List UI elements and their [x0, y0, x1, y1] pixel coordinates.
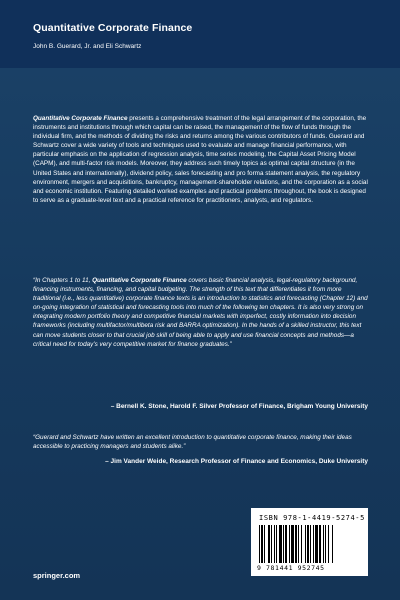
review-attribution-2: – Jim Vander Weide, Research Professor of Finance and Economics, Duke University: [105, 458, 368, 465]
book-title: Quantitative Corporate Finance: [33, 22, 193, 34]
description-text: presents a comprehensive treatment of the legal arrangement of the corporation, the instruments and institutions through which capital can be raised, the management of the flow of funds through the individual firm, and the methods of dividing the risks and returns among the various contributors of funds. Guerard and Schwartz cover a wide variety of tools and techniques used to evaluate and manage financial performance, with particular emphasis on the application of regression analysis, time series modeling, the Capital Asset Pricing Model (CAPM), and multi-factor risk models. Moreover, they address such timely topics as optimal capital structure (in the United States and internationally), dividend policy, sales forecasting and pro forma statement analysis, the regulatory environment, mergers and acquisitions, bankruptcy, management-shareholder relations, and the corporation as a social and economic institution. Featuring detailed worked examples and practical problems throughout, the book is designed to serve as a graduate-level text and a practical reference for practitioners, analysts, and regulators.: [33, 115, 368, 204]
isbn-barcode: [251, 508, 368, 576]
book-authors: John B. Guerard, Jr. and Eli Schwartz: [33, 43, 142, 50]
description-title-ref: Quantitative Corporate Finance: [33, 115, 128, 122]
title-band: [0, 0, 400, 68]
review-quote-1: [33, 276, 369, 349]
isbn-label: ISBN 978-1-4419-5274-5: [259, 514, 365, 522]
barcode-number: 9 781441 952745: [257, 564, 325, 572]
book-description: [33, 114, 369, 205]
quote-2-text: “Guerard and Schwartz have written an excellent introduction to quantitative corporate finance, making their ideas accessible to practicing managers and students alike.”: [33, 434, 352, 451]
barcode-bars: [259, 525, 361, 563]
quote-1-prefix: “In Chapters 1 to 11,: [33, 277, 93, 284]
quote-1-suffix: covers basic financial analysis, legal-regulatory background, financing instruments, financing, and capital budgeting. The strength of this text that differentiates it from more traditional (i.e., less quantitative) corporate finance texts is an introduction to statistics and forecasting (Chapter 12) and on-going integration of statistical and forecasting tools into much of the following ten chapters. It is also very strong on integrating modern portfolio theory and competitive financial markets with imperfect, costly information into decision frameworks (including multifactor/multibeta risk and BARRA optimization). In the hands of a skilled instructor, this text can move students closer to that crucial job skill of being able to apply and use financial concepts and methods—a critical need for today’s very competitive market for finance graduates.”: [33, 277, 368, 348]
review-quote-2: [33, 433, 369, 451]
quote-1-title-ref: Quantitative Corporate Finance: [92, 277, 187, 284]
review-attribution-1: – Bernell K. Stone, Harold F. Silver Professor of Finance, Brigham Young University: [110, 403, 368, 410]
publisher-url: springer.com: [33, 571, 81, 580]
